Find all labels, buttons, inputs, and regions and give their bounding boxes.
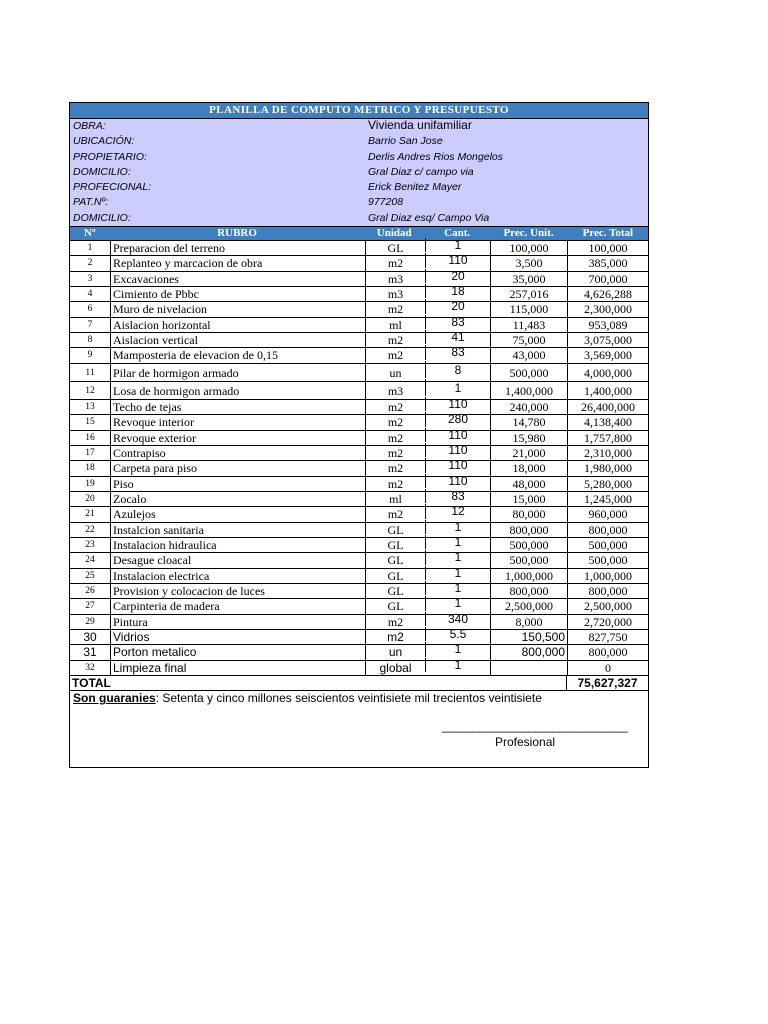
item-rubro: Provision y colocacion de luces bbox=[110, 584, 365, 598]
item-rubro: Revoque exterior bbox=[110, 431, 365, 445]
item-unidad: m3 bbox=[365, 382, 425, 399]
signature-label: Profesional bbox=[495, 735, 556, 750]
item-cantidad: 18 bbox=[425, 284, 490, 298]
item-cantidad: 8 bbox=[425, 361, 490, 378]
table-row bbox=[70, 611, 648, 630]
item-rubro: Instalacion electrica bbox=[110, 569, 365, 583]
item-number: 25 bbox=[85, 570, 95, 581]
table-row bbox=[70, 412, 648, 430]
table-row bbox=[70, 314, 648, 333]
item-precio-unitario: 257,016 bbox=[490, 287, 567, 301]
item-unidad: GL bbox=[365, 599, 425, 613]
info-value: Vivienda unifamiliar bbox=[368, 118, 472, 132]
item-number: 16 bbox=[85, 432, 95, 443]
table-row bbox=[70, 442, 648, 461]
item-rubro: Carpinteria de madera bbox=[110, 599, 365, 613]
item-precio-unitario: 35,000 bbox=[490, 272, 567, 286]
table-row bbox=[70, 382, 648, 400]
item-precio-total: 26,400,000 bbox=[567, 400, 648, 414]
table-row bbox=[70, 488, 648, 507]
header-rubro: RUBRO bbox=[110, 227, 364, 240]
item-rubro: Muro de nivelacion bbox=[110, 302, 365, 316]
item-unidad: un bbox=[365, 645, 425, 659]
item-precio-total: 800,000 bbox=[567, 584, 648, 598]
table-row bbox=[70, 238, 648, 256]
item-number: 30 bbox=[83, 629, 97, 644]
table-row bbox=[70, 299, 648, 317]
item-precio-total: 953,089 bbox=[567, 318, 648, 332]
item-unidad: m3 bbox=[365, 272, 425, 286]
item-precio-total: 500,000 bbox=[567, 538, 648, 552]
item-cantidad: 110 bbox=[425, 458, 490, 472]
item-cantidad: 41 bbox=[425, 330, 490, 344]
item-rubro: Desague cloacal bbox=[110, 553, 365, 567]
item-number: 8 bbox=[87, 335, 93, 346]
project-info bbox=[70, 119, 648, 226]
item-precio-total: 2,310,000 bbox=[567, 446, 648, 460]
info-row bbox=[70, 195, 648, 210]
item-cantidad: 12 bbox=[425, 504, 490, 518]
item-precio-unitario: 240,000 bbox=[490, 400, 567, 414]
table-row bbox=[70, 580, 648, 599]
item-precio-total: 0 bbox=[567, 661, 648, 675]
item-unidad: m2 bbox=[365, 348, 425, 362]
table-row bbox=[70, 458, 648, 476]
table-row bbox=[70, 473, 648, 492]
total-label: TOTAL bbox=[72, 676, 111, 691]
item-precio-unitario: 115,000 bbox=[490, 302, 567, 316]
table-row bbox=[70, 596, 648, 614]
item-cantidad: 83 bbox=[425, 315, 490, 329]
item-number: 27 bbox=[85, 601, 95, 612]
item-unidad: GL bbox=[365, 569, 425, 583]
item-precio-unitario: 1,400,000 bbox=[490, 382, 567, 399]
item-rubro: Cimiento de Pbbc bbox=[110, 287, 365, 301]
item-unidad: m2 bbox=[365, 507, 425, 521]
table-row bbox=[70, 427, 648, 446]
info-row bbox=[70, 134, 648, 149]
item-unidad: m2 bbox=[365, 477, 425, 491]
item-unidad: m2 bbox=[365, 446, 425, 460]
item-precio-unitario: 48,000 bbox=[490, 477, 567, 491]
item-precio-total: 100,000 bbox=[567, 241, 648, 255]
item-precio-unitario: 15,980 bbox=[490, 431, 567, 445]
item-rubro: Instalacion hidraulica bbox=[110, 538, 365, 552]
item-cantidad: 1 bbox=[425, 520, 490, 534]
info-value: Barrio San Jose bbox=[368, 135, 443, 148]
info-value: Erick Benitez Mayer bbox=[368, 181, 462, 194]
item-number: 23 bbox=[85, 539, 95, 550]
item-precio-total: 500,000 bbox=[567, 553, 648, 567]
item-unidad: m2 bbox=[365, 256, 425, 270]
item-unidad: GL bbox=[365, 523, 425, 537]
item-cantidad: 110 bbox=[425, 443, 490, 457]
item-cantidad: 110 bbox=[425, 428, 490, 442]
item-precio-unitario: 18,000 bbox=[490, 461, 567, 475]
item-rubro: Vidrios bbox=[110, 630, 365, 644]
item-precio-total: 3,569,000 bbox=[567, 348, 648, 362]
footer bbox=[70, 691, 648, 767]
item-number: 6 bbox=[87, 304, 93, 315]
item-cantidad: 280 bbox=[425, 412, 490, 426]
item-precio-unitario: 8,000 bbox=[490, 615, 567, 629]
item-precio-unitario: 150,500 bbox=[490, 630, 567, 644]
item-unidad: m2 bbox=[365, 400, 425, 414]
item-rubro: Contrapiso bbox=[110, 446, 365, 460]
item-number: 1 bbox=[87, 243, 93, 254]
item-cantidad: 1 bbox=[425, 566, 490, 580]
info-label: PAT.Nº: bbox=[73, 196, 109, 209]
item-precio-total: 4,000,000 bbox=[567, 364, 648, 381]
table-row bbox=[70, 534, 648, 553]
item-precio-total: 800,000 bbox=[567, 645, 648, 659]
item-unidad: GL bbox=[365, 584, 425, 598]
item-number: 3 bbox=[87, 273, 93, 284]
item-precio-total: 700,000 bbox=[567, 272, 648, 286]
item-precio-total: 385,000 bbox=[567, 256, 648, 270]
item-precio-total: 1,980,000 bbox=[567, 461, 648, 475]
item-precio-unitario: 500,000 bbox=[490, 364, 567, 381]
item-cantidad: 1 bbox=[425, 535, 490, 549]
info-row bbox=[70, 165, 648, 180]
item-unidad: m2 bbox=[365, 431, 425, 445]
item-unidad: m2 bbox=[365, 333, 425, 347]
info-label: DOMICILIO: bbox=[73, 165, 131, 178]
item-cantidad: 83 bbox=[425, 345, 490, 359]
item-precio-unitario: 14,780 bbox=[490, 415, 567, 429]
item-number: 18 bbox=[85, 463, 95, 474]
item-rubro: Techo de tejas bbox=[110, 400, 365, 414]
item-precio-total: 960,000 bbox=[567, 507, 648, 521]
info-row bbox=[70, 119, 648, 134]
item-number: 12 bbox=[85, 385, 95, 396]
item-rubro: Zocalo bbox=[110, 492, 365, 506]
item-cantidad: 1 bbox=[425, 596, 490, 610]
item-number: 24 bbox=[85, 555, 95, 566]
item-precio-unitario: 800,000 bbox=[490, 584, 567, 598]
item-precio-unitario: 500,000 bbox=[490, 553, 567, 567]
item-number: 26 bbox=[85, 585, 95, 596]
amount-in-words bbox=[73, 691, 542, 705]
item-rubro: Pintura bbox=[110, 615, 365, 629]
item-precio-unitario bbox=[490, 661, 567, 675]
item-precio-unitario: 2,500,000 bbox=[490, 599, 567, 613]
total-row bbox=[70, 676, 648, 691]
item-precio-unitario: 43,000 bbox=[490, 348, 567, 362]
item-number: 22 bbox=[85, 524, 95, 535]
sheet-title: PLANILLA DE COMPUTO METRICO Y PRESUPUESTO bbox=[70, 103, 648, 119]
item-precio-unitario: 75,000 bbox=[490, 333, 567, 347]
item-rubro: Azulejos bbox=[110, 507, 365, 521]
table-row bbox=[70, 284, 648, 302]
item-precio-total: 2,500,000 bbox=[567, 599, 648, 613]
table-row bbox=[70, 565, 648, 584]
item-cantidad: 110 bbox=[425, 253, 490, 267]
item-precio-total: 1,757,800 bbox=[567, 431, 648, 445]
header-cant: Cant. bbox=[424, 227, 489, 240]
item-number: 4 bbox=[87, 289, 93, 300]
table-row bbox=[70, 550, 648, 568]
item-cantidad: 20 bbox=[425, 269, 490, 283]
item-precio-total: 3,075,000 bbox=[567, 333, 648, 347]
table-row bbox=[70, 657, 648, 676]
item-number: 2 bbox=[87, 258, 93, 269]
table-row bbox=[70, 330, 648, 348]
item-precio-total: 1,000,000 bbox=[567, 569, 648, 583]
info-label: OBRA: bbox=[73, 120, 106, 132]
item-cantidad: 110 bbox=[425, 474, 490, 488]
item-unidad: GL bbox=[365, 538, 425, 552]
item-number: 15 bbox=[85, 417, 95, 428]
item-rubro: Carpeta para piso bbox=[110, 461, 365, 475]
item-precio-unitario: 1,000,000 bbox=[490, 569, 567, 583]
item-precio-total: 800,000 bbox=[567, 523, 648, 537]
item-precio-total: 2,300,000 bbox=[567, 302, 648, 316]
item-precio-total: 2,720,000 bbox=[567, 615, 648, 629]
amount-words-text: : Setenta y cinco millones seiscientos veintisiete mil trecientos veintisiete bbox=[155, 691, 542, 706]
item-cantidad: 83 bbox=[425, 489, 490, 503]
item-precio-unitario: 11,483 bbox=[490, 318, 567, 332]
header-prec-total: Prec. Total bbox=[567, 227, 648, 240]
info-row bbox=[70, 211, 648, 226]
table-row bbox=[70, 519, 648, 538]
info-row bbox=[70, 150, 648, 165]
info-row bbox=[70, 180, 648, 195]
item-number: 29 bbox=[85, 616, 95, 627]
item-precio-unitario: 21,000 bbox=[490, 446, 567, 460]
item-rubro: Instalcion sanitaria bbox=[110, 523, 365, 537]
info-value: Gral Diaz c/ campo via bbox=[368, 165, 474, 178]
item-precio-total: 5,280,000 bbox=[567, 477, 648, 491]
item-cantidad: 340 bbox=[425, 612, 490, 626]
header-prec-unit: Prec. Unit. bbox=[489, 227, 566, 240]
item-rubro: Excavaciones bbox=[110, 272, 365, 286]
item-precio-total: 4,138,400 bbox=[567, 415, 648, 429]
item-cantidad: 1 bbox=[425, 379, 490, 396]
table-row bbox=[70, 345, 648, 363]
item-cantidad: 1 bbox=[425, 658, 490, 672]
item-unidad: GL bbox=[365, 553, 425, 567]
item-number: 19 bbox=[85, 478, 95, 489]
table-row bbox=[70, 396, 648, 415]
info-value: 977208 bbox=[368, 196, 404, 209]
item-precio-unitario: 3,500 bbox=[490, 256, 567, 270]
table-row bbox=[70, 626, 648, 645]
item-precio-total: 1,400,000 bbox=[567, 382, 648, 399]
item-cantidad: 1 bbox=[425, 238, 490, 252]
item-rubro: Revoque interior bbox=[110, 415, 365, 429]
item-rubro: Losa de hormigon armado bbox=[110, 382, 365, 399]
table-row bbox=[70, 268, 648, 287]
item-precio-unitario: 800,000 bbox=[490, 645, 567, 659]
item-rubro: Piso bbox=[110, 477, 365, 491]
item-cantidad: 1 bbox=[425, 550, 490, 564]
item-precio-unitario: 500,000 bbox=[490, 538, 567, 552]
item-precio-total: 1,245,000 bbox=[567, 492, 648, 506]
items-table-body bbox=[70, 238, 648, 676]
item-number: 21 bbox=[85, 509, 95, 520]
item-precio-unitario: 15,000 bbox=[490, 492, 567, 506]
item-rubro: Replanteo y marcacion de obra bbox=[110, 256, 365, 270]
item-rubro: Aislacion vertical bbox=[110, 333, 365, 347]
item-rubro: Pilar de hormigon armado bbox=[110, 364, 365, 381]
item-unidad: m2 bbox=[365, 630, 425, 644]
item-number: 17 bbox=[85, 447, 95, 458]
item-unidad: m2 bbox=[365, 461, 425, 475]
item-unidad: ml bbox=[365, 492, 425, 506]
item-number: 32 bbox=[85, 662, 95, 673]
header-unidad: Unidad bbox=[363, 227, 423, 240]
item-number: 20 bbox=[85, 493, 95, 504]
item-precio-unitario: 800,000 bbox=[490, 523, 567, 537]
item-cantidad: 110 bbox=[425, 397, 490, 411]
item-unidad: ml bbox=[365, 318, 425, 332]
item-unidad: m2 bbox=[365, 302, 425, 316]
info-value: Derlis Andres Rios Mongelos bbox=[368, 150, 503, 163]
item-unidad: un bbox=[365, 364, 425, 381]
item-rubro: Aislacion horizontal bbox=[110, 318, 365, 332]
item-unidad: GL bbox=[365, 241, 425, 255]
total-value: 75,627,327 bbox=[566, 676, 648, 690]
item-precio-unitario: 80,000 bbox=[490, 507, 567, 521]
item-cantidad: 1 bbox=[425, 642, 490, 656]
item-rubro: Preparacion del terreno bbox=[110, 241, 365, 255]
item-cantidad: 5.5 bbox=[425, 627, 490, 641]
item-precio-total: 4,626,288 bbox=[567, 287, 648, 301]
info-label: UBICACIÓN: bbox=[73, 135, 135, 148]
info-value: Gral Diaz esq/ Campo Via bbox=[368, 211, 490, 224]
table-header bbox=[70, 226, 648, 241]
item-precio-unitario: 100,000 bbox=[490, 241, 567, 255]
item-precio-total: 827,750 bbox=[567, 630, 648, 644]
item-number: 7 bbox=[87, 319, 93, 330]
table-row bbox=[70, 504, 648, 522]
item-unidad: global bbox=[365, 661, 425, 675]
budget-sheet bbox=[69, 102, 649, 768]
item-rubro: Limpieza final bbox=[110, 661, 365, 675]
info-label: PROPIETARIO: bbox=[73, 150, 147, 163]
item-rubro: Mamposteria de elevacion de 0,15 bbox=[110, 348, 365, 362]
item-cantidad: 20 bbox=[425, 299, 490, 313]
item-cantidad: 1 bbox=[425, 581, 490, 595]
amount-words-label: Son guaranies bbox=[73, 691, 156, 706]
item-unidad: m3 bbox=[365, 287, 425, 301]
table-row bbox=[70, 364, 648, 382]
item-number: 13 bbox=[85, 401, 95, 412]
header-num: Nº bbox=[84, 227, 96, 240]
item-number: 11 bbox=[85, 367, 95, 378]
item-rubro: Porton metalico bbox=[110, 645, 365, 659]
signature-line: ______________________________ bbox=[442, 719, 628, 734]
info-label: DOMICILIO: bbox=[73, 211, 131, 224]
table-row bbox=[70, 253, 648, 271]
item-unidad: m2 bbox=[365, 615, 425, 629]
info-label: PROFECIONAL: bbox=[73, 181, 152, 194]
item-number: 9 bbox=[87, 350, 93, 361]
item-number: 31 bbox=[83, 645, 97, 660]
item-unidad: m2 bbox=[365, 415, 425, 429]
table-row bbox=[70, 642, 648, 660]
